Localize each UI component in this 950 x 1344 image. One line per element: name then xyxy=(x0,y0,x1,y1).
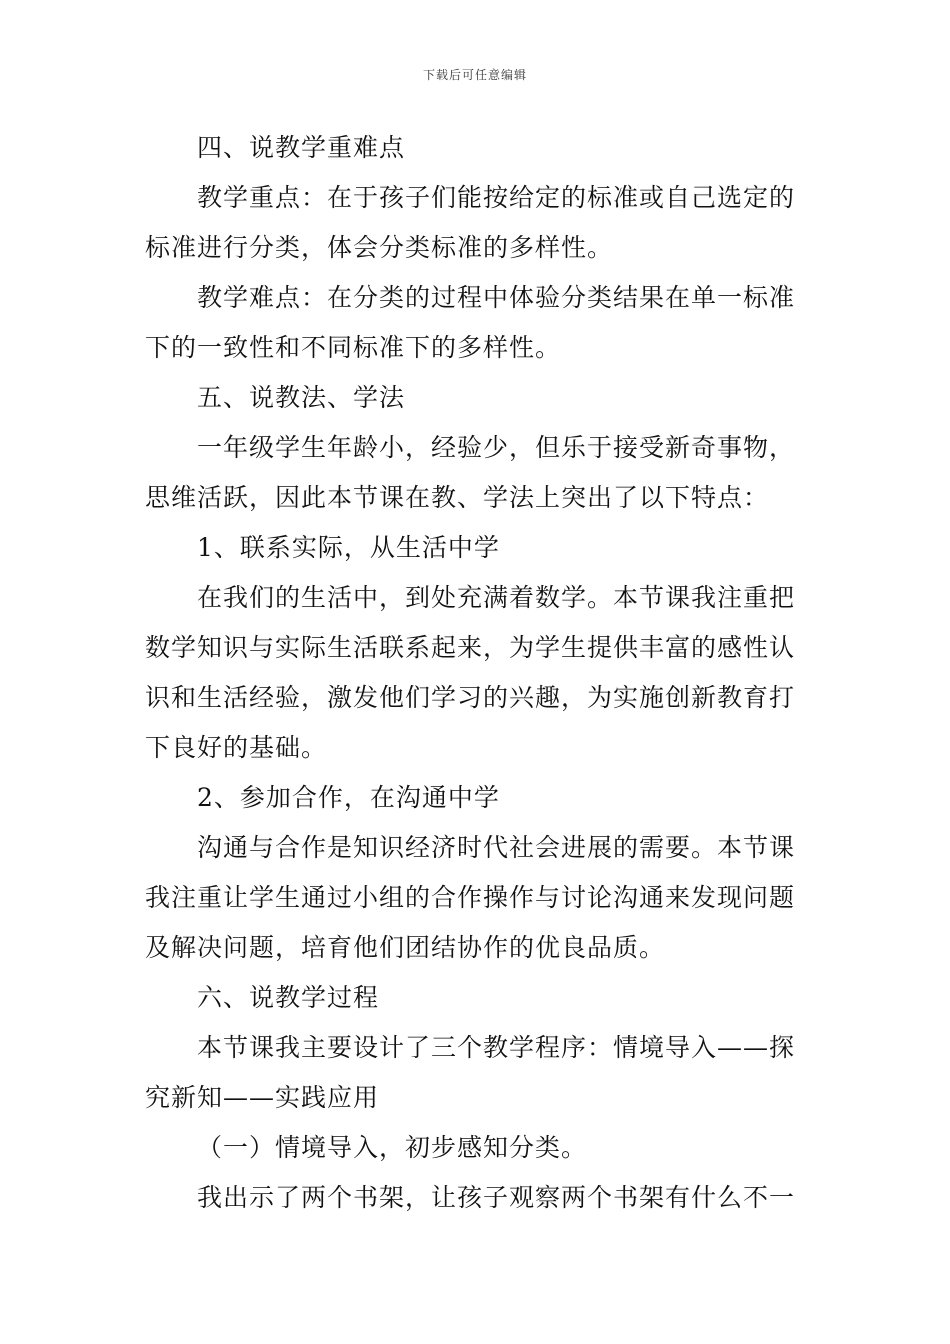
text-line: 标准进行分类，体会分类标准的多样性。 xyxy=(145,233,614,262)
text-line: 教学重点：在于孩子们能按给定的标准或自己选定的 xyxy=(197,183,796,212)
text-line: 下的一致性和不同标准下的多样性。 xyxy=(145,333,562,362)
text-line: 下良好的基础。 xyxy=(145,733,328,762)
text-line: 在我们的生活中，到处充满着数学。本节课我注重把 xyxy=(197,583,796,612)
text-line: 本节课我主要设计了三个教学程序：情境导入——探 xyxy=(197,1033,796,1062)
text-line: 六、说教学过程 xyxy=(197,983,380,1012)
text-line: 1、联系实际，从生活中学 xyxy=(197,533,500,562)
page-header: 下载后可任意编辑 xyxy=(422,68,527,82)
text-line: 数学知识与实际生活联系起来，为学生提供丰富的感性认 xyxy=(145,633,796,662)
text-line: 我注重让学生通过小组的合作操作与讨论沟通来发现问题 xyxy=(145,883,796,912)
text-line: 教学难点：在分类的过程中体验分类结果在单一标准 xyxy=(197,283,796,312)
text-line: 2、参加合作，在沟通中学 xyxy=(197,783,500,812)
text-line: 及解决问题，培育他们团结协作的优良品质。 xyxy=(145,933,666,962)
document-body xyxy=(145,123,810,1223)
text-line: 识和生活经验，激发他们学习的兴趣，为实施创新教育打 xyxy=(145,683,796,712)
text-line: 究新知——实践应用 xyxy=(145,1083,380,1112)
text-line: 四、说教学重难点 xyxy=(197,133,406,162)
text-line: 一年级学生年龄小，经验少，但乐于接受新奇事物， xyxy=(197,433,796,462)
text-line: （一）情境导入，初步感知分类。 xyxy=(197,1133,588,1162)
text-line: 我出示了两个书架，让孩子观察两个书架有什么不一 xyxy=(197,1183,796,1212)
text-line: 思维活跃，因此本节课在教、学法上突出了以下特点： xyxy=(145,483,770,512)
text-line: 五、说教法、学法 xyxy=(197,383,406,412)
text-line: 沟通与合作是知识经济时代社会进展的需要。本节课 xyxy=(197,833,796,862)
